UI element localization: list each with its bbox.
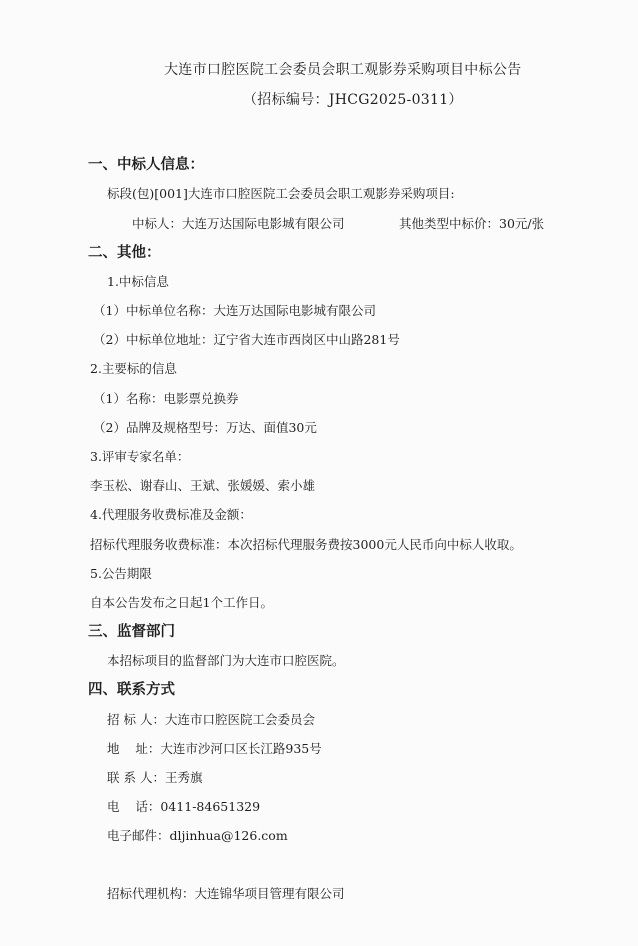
contact-line: 联 系 人：王秀旗 — [107, 770, 203, 785]
lot-line: 标段(包)[001]大连市口腔医院工会委员会职工观影券采购项目: — [107, 186, 455, 201]
agency-line: 招标代理机构：大连锦华项目管理有限公司 — [107, 886, 345, 901]
item5-heading: 5.公告期限 — [90, 566, 152, 581]
page-title: 大连市口腔医院工会委员会职工观影券采购项目中标公告 — [164, 62, 522, 78]
winning-price: 其他类型中标价：30元/张 — [399, 216, 545, 231]
item4-heading: 4.代理服务收费标准及金额： — [90, 507, 252, 522]
tenderer-line: 招 标 人：大连市口腔医院工会委员会 — [107, 712, 315, 727]
winner-line: 中标人：大连万达国际电影城有限公司 — [132, 216, 345, 231]
bid-number: （招标编号：JHCG2025-0311） — [243, 92, 463, 108]
section3-heading: 三、监督部门 — [88, 624, 175, 640]
email-line: 电子邮件：dljinhua@126.com — [107, 828, 288, 843]
section4-heading: 四、联系方式 — [88, 682, 175, 698]
item3-heading: 3.评审专家名单： — [90, 449, 190, 464]
section1-heading: 一、中标人信息： — [88, 157, 204, 173]
item1-heading: 1.中标信息 — [107, 274, 169, 289]
winner-address: （2）中标单位地址：辽宁省大连市西岗区中山路281号 — [93, 332, 400, 347]
experts-list: 李玉松、谢春山、王斌、张媛媛、索小雄 — [90, 478, 316, 493]
supervision-text: 本招标项目的监督部门为大连市口腔医院。 — [107, 653, 345, 668]
phone-line: 电 话：0411-84651329 — [107, 799, 261, 814]
section2-heading: 二、其他： — [88, 245, 161, 261]
item2-heading: 2.主要标的信息 — [90, 361, 177, 376]
fee-text: 招标代理服务收费标准：本次招标代理服务费按3000元人民币向中标人收取。 — [90, 537, 522, 552]
item-name: （1）名称：电影票兑换券 — [93, 391, 239, 406]
item-spec: （2）品牌及规格型号：万达、面值30元 — [93, 420, 317, 435]
winner-name: （1）中标单位名称：大连万达国际电影城有限公司 — [93, 303, 376, 318]
address-line: 地 址：大连市沙河口区长江路935号 — [107, 741, 322, 756]
period-text: 自本公告发布之日起1个工作日。 — [90, 595, 273, 610]
